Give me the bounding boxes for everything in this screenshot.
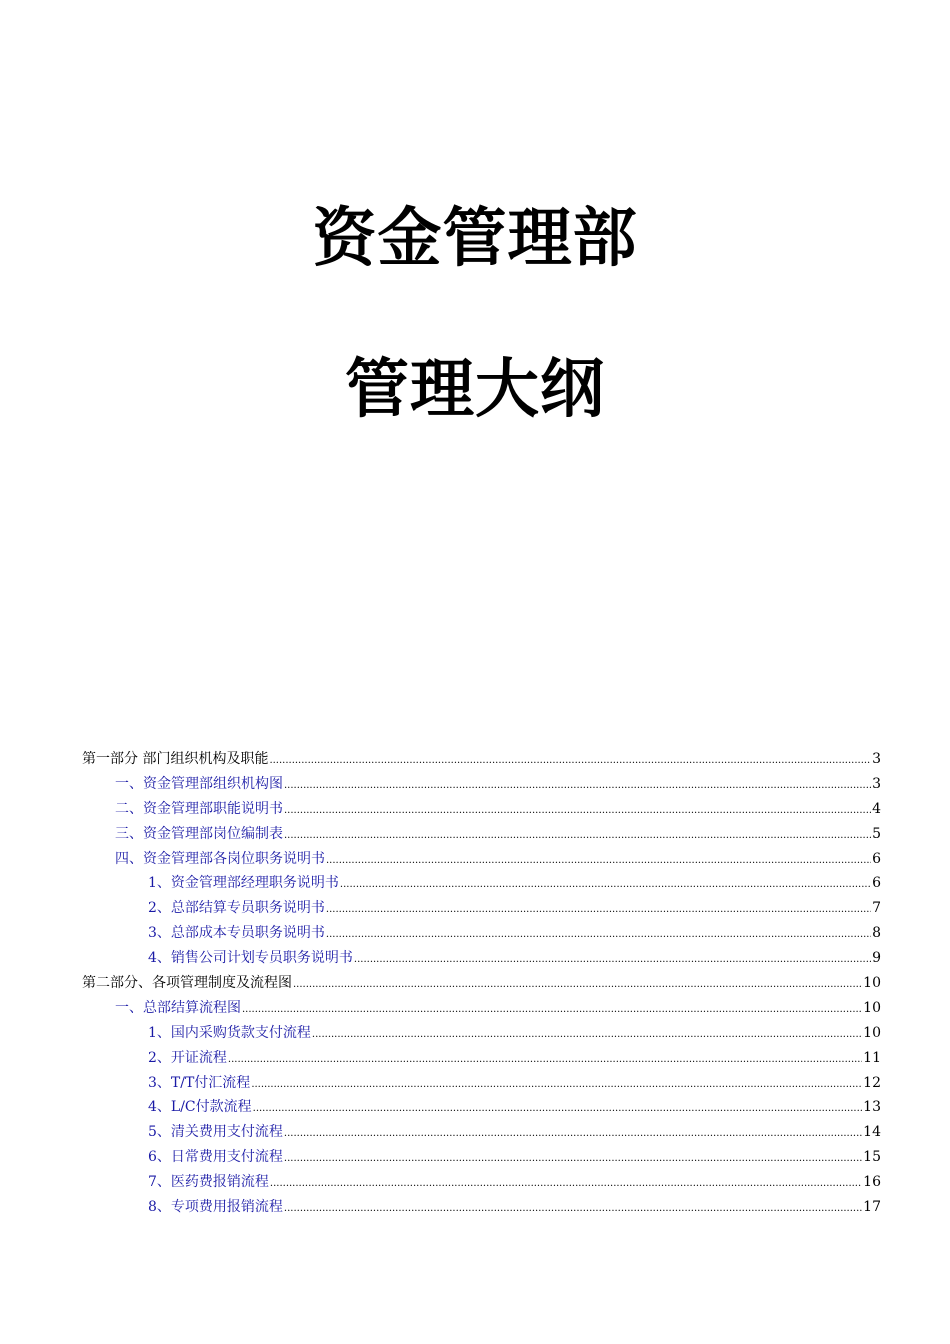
- toc-entry-text: 1、资金管理部经理职务说明书: [148, 875, 339, 892]
- toc-entry[interactable]: [82, 1170, 881, 1195]
- toc-entry[interactable]: [82, 871, 881, 896]
- toc-entry-text: 一、总部结算流程图: [115, 999, 241, 1016]
- toc-entry-text: 7、医药费报销流程: [148, 1174, 269, 1191]
- toc-page-number: 7: [872, 900, 881, 917]
- toc-entry-text: 4、L/C付款流程: [148, 1099, 252, 1116]
- toc-leader-dots: [326, 921, 871, 948]
- toc-entry-text: 5、清关费用支付流程: [148, 1124, 283, 1141]
- toc-leader-dots: [326, 847, 871, 874]
- toc-page-number: 13: [863, 1099, 881, 1116]
- toc-leader-dots: [269, 747, 871, 774]
- toc-leader-dots: [354, 946, 871, 973]
- toc-page-number: 14: [863, 1124, 881, 1141]
- toc-leader-dots: [284, 1120, 862, 1147]
- toc-entry[interactable]: [82, 971, 881, 996]
- toc-entry-text: 三、资金管理部岗位编制表: [115, 825, 283, 842]
- toc-page-number: 3: [872, 775, 881, 792]
- toc-page-number: 8: [872, 925, 881, 942]
- toc-entry[interactable]: [82, 896, 881, 921]
- toc-entry[interactable]: [82, 822, 881, 847]
- toc-entry[interactable]: [82, 847, 881, 872]
- toc-leader-dots: [284, 822, 871, 849]
- toc-entry-text: 6、日常费用支付流程: [148, 1149, 283, 1166]
- toc-leader-dots: [340, 871, 871, 898]
- toc-entry-text: 2、开证流程: [148, 1049, 227, 1066]
- toc-leader-dots: [284, 772, 871, 799]
- document-title: 资金管理部: [312, 202, 638, 276]
- toc-entry-text: 3、总部成本专员职务说明书: [148, 925, 325, 942]
- toc-page-number: 10: [863, 999, 881, 1016]
- toc-entry-text: 1、国内采购货款支付流程: [148, 1024, 311, 1041]
- toc-leader-dots: [284, 1145, 862, 1172]
- toc-leader-dots: [270, 1170, 862, 1197]
- toc-entry[interactable]: [82, 772, 881, 797]
- toc-page-number: 17: [863, 1199, 881, 1216]
- toc-leader-dots: [228, 1046, 862, 1073]
- toc-leader-dots: [253, 1095, 863, 1122]
- toc-page-number: 15: [863, 1149, 881, 1166]
- toc-leader-dots: [312, 1021, 862, 1048]
- toc-entry[interactable]: [82, 1095, 881, 1120]
- toc-entry-text: 第二部分、各项管理制度及流程图: [82, 975, 292, 992]
- toc-page-number: 3: [872, 751, 881, 767]
- toc-page-number: 11: [863, 1049, 881, 1066]
- toc-leader-dots: [293, 971, 862, 998]
- document-subtitle: 管理大纲: [345, 353, 605, 427]
- toc-entry-text: 第一部分 部门组织机构及职能: [82, 751, 269, 767]
- toc-page-number: 10: [863, 975, 881, 992]
- toc-entry[interactable]: [82, 1071, 881, 1096]
- toc-leader-dots: [251, 1071, 862, 1098]
- toc-page-number: 12: [863, 1074, 881, 1091]
- toc-page-number: 6: [872, 850, 881, 867]
- toc-entry[interactable]: [82, 1195, 881, 1220]
- toc-entry[interactable]: [82, 946, 881, 971]
- toc-entry[interactable]: [82, 747, 881, 772]
- toc-entry-text: 四、资金管理部各岗位职务说明书: [115, 850, 325, 867]
- toc-page-number: 10: [863, 1024, 881, 1041]
- toc-entry[interactable]: [82, 921, 881, 946]
- toc-entry-text: 3、T/T付汇流程: [148, 1074, 251, 1091]
- toc-entry-text: 4、销售公司计划专员职务说明书: [148, 950, 353, 967]
- toc-entry[interactable]: [82, 996, 881, 1021]
- toc-entry[interactable]: [82, 1046, 881, 1071]
- toc-entry[interactable]: [82, 1021, 881, 1046]
- toc-entry-text: 二、资金管理部职能说明书: [115, 800, 283, 817]
- toc-page-number: 16: [863, 1174, 881, 1191]
- toc-entry-text: 2、总部结算专员职务说明书: [148, 900, 325, 917]
- toc-leader-dots: [284, 1195, 862, 1222]
- toc-page-number: 6: [872, 875, 881, 892]
- toc-page-number: 5: [872, 825, 881, 842]
- toc-leader-dots: [284, 797, 871, 824]
- table-of-contents: [82, 747, 881, 1220]
- toc-page-number: 4: [872, 800, 881, 817]
- toc-entry[interactable]: [82, 1145, 881, 1170]
- toc-entry[interactable]: [82, 1120, 881, 1145]
- toc-page-number: 9: [872, 950, 881, 967]
- toc-entry-text: 一、资金管理部组织机构图: [115, 775, 283, 792]
- toc-entry[interactable]: [82, 797, 881, 822]
- toc-leader-dots: [242, 996, 862, 1023]
- toc-entry-text: 8、专项费用报销流程: [148, 1199, 283, 1216]
- toc-leader-dots: [326, 896, 871, 923]
